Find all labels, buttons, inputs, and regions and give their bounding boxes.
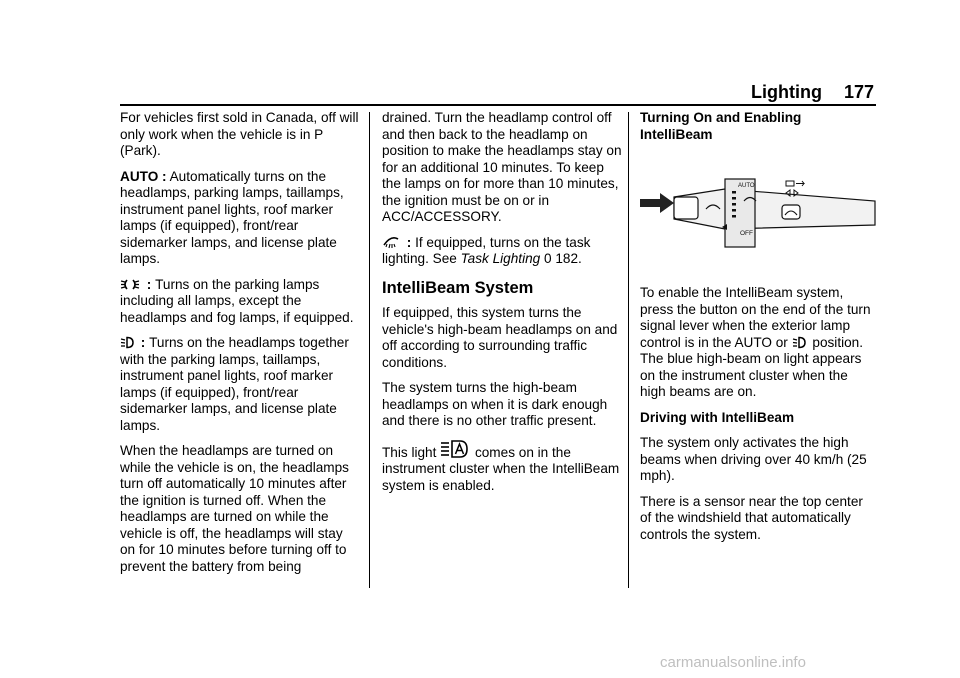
column-3: [640, 110, 876, 552]
continued-paragraph: drained. Turn the headlamp control off and then back to the headlamp on position to make the headlamps stay on for an additional 10 minutes. To keep the lamps on for more than 10 minutes, the ignition must be on or in ACC/ACCESSORY.: [382, 110, 622, 224]
intellibeam-activation: The system turns the high-beam headlamps on when it is dark enough and there is no other traffic present.: [382, 380, 608, 428]
task-lamp-icon: [382, 235, 400, 249]
lever-auto-label: AUTO: [738, 183, 755, 189]
auto-text: Automatically turns on the headlamps, parking lamps, taillamps, instrument panel lights, roof marker lamps (if equipped), front/rear sidemarker lamps, and license plate lamps.: [120, 168, 344, 266]
headlamp-icon: [792, 336, 806, 349]
page-header: [751, 82, 874, 103]
column-divider: [369, 112, 370, 588]
speed-paragraph: The system only activates the high beams when driving over 40 km/h (25 mph).: [640, 435, 867, 483]
section-title: Lighting: [750, 82, 822, 102]
sensor-paragraph: There is a sensor near the top center of the windshield that automatically controls the system.: [640, 493, 863, 542]
auto-off-paragraph: When the headlamps are turned on while the vehicle is on, the headlamps turn off automatically 10 minutes after the ignition is turned off. When the headlamps are turned on while the vehicle is off, the headlamps will stay on for 10 minutes before turning off to prevent the battery from being: [120, 443, 349, 574]
subheading-enabling: Turning On and Enabling IntelliBeam: [640, 110, 802, 142]
task-lighting-paragraph: : If equipped, turns on the task lighting. See Task Lighting 0 182.: [382, 234, 591, 266]
intellibeam-description: If equipped, this system turns the vehicle's high-beam headlamps on and off according to surrounding traffic conditions.: [382, 305, 618, 370]
watermark: carmanualsonline.info: [660, 654, 806, 671]
headlamps-paragraph: : Turns on the headlamps together with the parking lamps, taillamps, instrument panel lights, roof marker lamps (if equipped), front/rear sidemarker lamps, and license plate lamps.: [120, 335, 349, 433]
header-rule: [120, 104, 876, 106]
auto-label: AUTO :: [120, 168, 167, 184]
headlamp-icon: [120, 336, 134, 349]
auto-paragraph: [120, 169, 360, 268]
lever-off-label: OFF: [740, 230, 753, 237]
parking-lamps-paragraph: : Turns on the parking lamps including all lamps, except the headlamps and fog lamps, if equipped.: [120, 276, 354, 325]
parking-lamps-text: Turns on the parking lamps including all lamps, except the headlamps and fog lamps, if equipped.: [120, 276, 354, 325]
headlamps-text: Turns on the headlamps together with the parking lamps, taillamps, instrument panel lights, roof marker lamps (if equipped), front/rear sidemarker lamps, and license plate lamps.: [120, 335, 349, 433]
intellibeam-heading: IntelliBeam System: [382, 278, 534, 297]
column-divider: [628, 112, 629, 588]
enable-paragraph: To enable the IntelliBeam system, press the button on the end of the turn signal lever when the exterior lamp control is in the AUTO or position. The blue high-beam on light appears on the instrument cluster when the high beams are on.: [640, 285, 871, 399]
page-reference: 0 182.: [540, 251, 582, 266]
parking-lamp-icon: [120, 278, 140, 291]
intellibeam-indicator-icon: [440, 439, 468, 459]
turn-signal-lever-illustration: [640, 173, 876, 251]
canada-note: For vehicles first sold in Canada, off will only work when the vehicle is in P (Park).: [120, 110, 359, 158]
page-number: 177: [843, 82, 874, 102]
column-1: [120, 110, 360, 584]
subheading-driving: Driving with IntelliBeam: [640, 409, 795, 425]
task-lighting-link[interactable]: Task Lighting: [460, 251, 541, 266]
column-2: [382, 110, 622, 503]
intellibeam-indicator-paragraph: This light comes on in the instrument cluster when the IntelliBeam system is enabled.: [382, 439, 622, 495]
